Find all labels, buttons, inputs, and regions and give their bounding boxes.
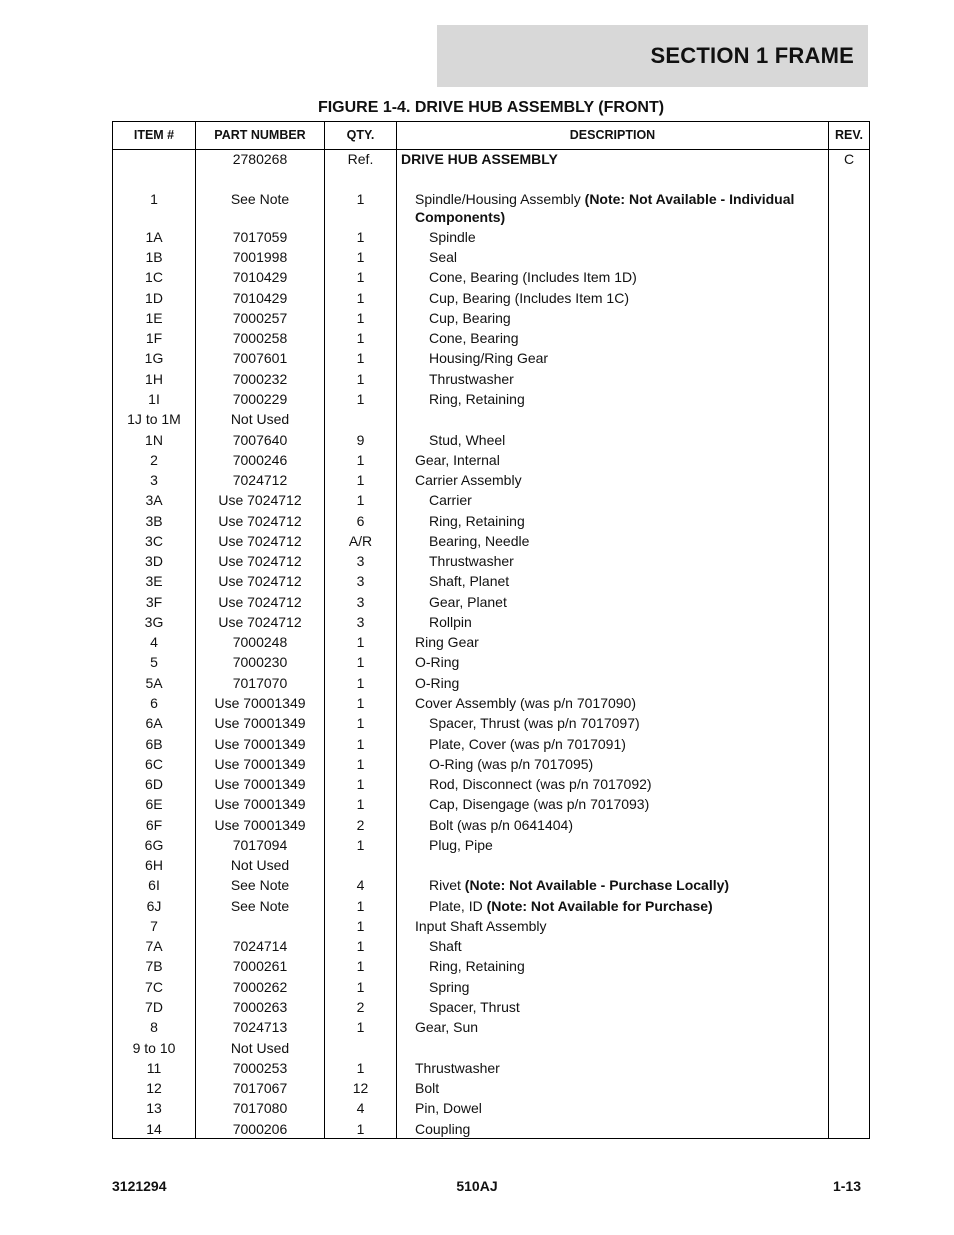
part-number: 7017070	[232, 675, 288, 691]
part-number: 7000246	[232, 452, 288, 468]
description-text: Cone, Bearing (Includes Item 1D)	[429, 269, 637, 285]
description-text: Input Shaft Assembly	[415, 918, 547, 934]
part-number: Not Used	[230, 411, 290, 427]
description	[401, 633, 835, 651]
item-number: 3	[150, 472, 158, 488]
description-text: Thrustwasher	[429, 371, 514, 387]
part-number: Use 7024712	[218, 553, 302, 569]
quantity: 1	[356, 715, 365, 731]
item-number: 1B	[145, 249, 163, 265]
quantity: 3	[356, 594, 365, 610]
quantity: 1	[356, 229, 365, 245]
quantity: 1	[356, 472, 365, 488]
section-banner	[437, 25, 868, 87]
description	[401, 190, 835, 226]
quantity: 4	[356, 1100, 365, 1116]
description	[401, 795, 849, 813]
item-number: 9 to 10	[132, 1040, 176, 1056]
item-number: 1I	[148, 391, 160, 407]
quantity: 1	[356, 1060, 365, 1076]
description-text: Thrustwasher	[429, 553, 514, 569]
part-number: Use 70001349	[214, 695, 306, 711]
section-title: SECTION 1 FRAME	[650, 43, 854, 68]
description-note: (Note: Not Available - Purchase Locally)	[464, 877, 730, 893]
description	[401, 150, 821, 168]
description	[401, 998, 849, 1016]
quantity: 1	[356, 695, 365, 711]
description-text: Bearing, Needle	[429, 533, 530, 549]
part-number: 7010429	[232, 269, 288, 285]
item-number: 1F	[145, 330, 163, 346]
description-text: O-Ring (was p/n 7017095)	[429, 756, 594, 772]
description	[401, 1120, 835, 1138]
item-number: 1A	[145, 229, 163, 245]
footer-page-number: 1-13	[832, 1178, 861, 1194]
quantity: 2	[356, 817, 365, 833]
description-note: (Note: Not Available - Individual Components)	[415, 191, 795, 225]
part-number: Use 7024712	[218, 594, 302, 610]
quantity: 1	[356, 756, 365, 772]
item-number: 6I	[148, 877, 160, 893]
part-number: 7000262	[232, 979, 288, 995]
quantity: 1	[356, 979, 365, 995]
description-text: Thrustwasher	[415, 1060, 500, 1076]
description	[401, 775, 849, 793]
quantity: 3	[356, 614, 365, 630]
description-text: Spindle/Housing Assembly	[415, 191, 585, 207]
part-number: Use 70001349	[214, 796, 306, 812]
quantity: 12	[352, 1080, 369, 1096]
description	[401, 876, 849, 894]
description	[401, 329, 849, 347]
part-number: 2780268	[232, 151, 288, 167]
item-number: 4	[150, 634, 158, 650]
description	[401, 532, 849, 550]
revision: C	[843, 151, 855, 167]
item-number: 3E	[145, 573, 163, 589]
description	[401, 593, 849, 611]
description	[401, 248, 849, 266]
description-text: Bolt (was p/n 0641404)	[429, 817, 573, 833]
part-number: Use 7024712	[218, 513, 302, 529]
item-number: 6D	[145, 776, 163, 792]
part-number: 7000253	[232, 1060, 288, 1076]
description-text: Rod, Disconnect (was p/n 7017092)	[429, 776, 652, 792]
description-text: Gear, Internal	[415, 452, 500, 468]
description-text: Stud, Wheel	[429, 432, 506, 448]
description	[401, 268, 849, 286]
quantity: 1	[356, 1121, 365, 1137]
description	[401, 957, 849, 975]
description-text: Cap, Disengage (was p/n 7017093)	[429, 796, 650, 812]
part-number: 7001998	[232, 249, 288, 265]
part-number: 7000229	[232, 391, 288, 407]
figure-title: FIGURE 1-4. DRIVE HUB ASSEMBLY (FRONT)	[317, 99, 665, 116]
quantity: 1	[356, 371, 365, 387]
item-number: 11	[146, 1060, 162, 1076]
quantity: 9	[356, 432, 365, 448]
quantity: 1	[356, 736, 365, 752]
footer-model: 510AJ	[456, 1178, 498, 1194]
item-number: 2	[150, 452, 158, 468]
part-number: Use 70001349	[214, 736, 306, 752]
description-text: Cup, Bearing (Includes Item 1C)	[429, 290, 629, 306]
table-header	[113, 122, 869, 150]
description	[401, 735, 849, 753]
quantity: 1	[356, 837, 365, 853]
description-text: Spindle	[429, 229, 476, 245]
description-text: Coupling	[415, 1121, 471, 1137]
part-number: Use 70001349	[214, 756, 306, 772]
item-number: 1G	[144, 350, 164, 366]
description-text: Pin, Dowel	[415, 1100, 482, 1116]
description-text: Plug, Pipe	[429, 837, 493, 853]
description-text: Carrier	[429, 492, 472, 508]
quantity: 1	[356, 675, 365, 691]
description-text: Spacer, Thrust (was p/n 7017097)	[429, 715, 640, 731]
item-number: 1N	[145, 432, 163, 448]
header-description: DESCRIPTION	[569, 128, 656, 142]
description-text: Shaft	[429, 938, 462, 954]
part-number: 7000232	[232, 371, 288, 387]
description-text: Gear, Sun	[415, 1019, 479, 1035]
description-text: Spacer, Thrust	[429, 999, 520, 1015]
quantity: 1	[356, 310, 365, 326]
part-number: 7017059	[232, 229, 288, 245]
item-number: 8	[150, 1019, 158, 1035]
description	[401, 917, 835, 935]
header-item: ITEM #	[133, 128, 175, 142]
quantity: 1	[356, 350, 365, 366]
quantity: 1	[356, 191, 365, 207]
header-qty: QTY.	[346, 128, 375, 142]
description	[401, 937, 849, 955]
quantity: 1	[356, 1019, 365, 1035]
quantity: 1	[356, 796, 365, 812]
description	[401, 572, 849, 590]
part-number: See Note	[230, 877, 290, 893]
parts-table	[112, 121, 870, 1139]
item-number: 1	[150, 191, 158, 207]
description	[401, 816, 849, 834]
description	[401, 674, 835, 692]
part-number: See Note	[230, 898, 290, 914]
quantity: 1	[356, 634, 365, 650]
item-number: 1D	[145, 290, 163, 306]
item-number: 7B	[145, 958, 163, 974]
item-number: 6F	[145, 817, 163, 833]
description	[401, 613, 849, 631]
description	[401, 370, 849, 388]
description-text: Shaft, Planet	[429, 573, 510, 589]
footer-doc-number: 3121294	[112, 1178, 167, 1194]
description	[401, 431, 849, 449]
item-number: 1C	[145, 269, 163, 285]
part-number: 7007601	[232, 350, 288, 366]
part-number: Use 70001349	[214, 715, 306, 731]
description	[401, 755, 849, 773]
item-number: 1H	[145, 371, 163, 387]
part-number: Not Used	[230, 1040, 290, 1056]
description-text: Rollpin	[429, 614, 472, 630]
quantity: Ref.	[347, 151, 374, 167]
description-text: Ring, Retaining	[429, 958, 525, 974]
description	[401, 491, 849, 509]
description	[401, 897, 849, 915]
description	[401, 552, 849, 570]
header-part-number: PART NUMBER	[214, 128, 306, 142]
item-number: 6G	[144, 837, 164, 853]
description-text: Plate, ID	[429, 898, 487, 914]
description	[401, 1079, 835, 1097]
description-text: O-Ring	[415, 675, 460, 691]
part-number: 7000261	[232, 958, 288, 974]
item-number: 1E	[145, 310, 163, 326]
description-text: Plate, Cover (was p/n 7017091)	[429, 736, 626, 752]
part-number: 7000206	[232, 1121, 288, 1137]
part-number: Use 7024712	[218, 492, 302, 508]
part-number: 7010429	[232, 290, 288, 306]
part-number: Use 70001349	[214, 817, 306, 833]
description	[401, 653, 835, 671]
item-number: 6H	[145, 857, 163, 873]
description	[401, 451, 835, 469]
part-number: Not Used	[230, 857, 290, 873]
quantity: 1	[356, 654, 365, 670]
part-number: 7000230	[232, 654, 288, 670]
description-text: Ring, Retaining	[429, 391, 525, 407]
description-text: Spring	[429, 979, 470, 995]
description-text: Seal	[429, 249, 458, 265]
part-number: Use 7024712	[218, 533, 302, 549]
part-number: 7007640	[232, 432, 288, 448]
part-number: Use 7024712	[218, 614, 302, 630]
description-text: Rivet	[429, 877, 465, 893]
description	[401, 228, 849, 246]
description	[401, 1018, 835, 1036]
column-divider	[396, 122, 397, 1138]
quantity: 3	[356, 573, 365, 589]
part-number: 7000248	[232, 634, 288, 650]
item-number: 7A	[145, 938, 163, 954]
part-number: 7024713	[232, 1019, 288, 1035]
description	[401, 978, 849, 996]
quantity: 1	[356, 898, 365, 914]
item-number: 7	[150, 918, 158, 934]
description	[401, 289, 849, 307]
description-text: Cup, Bearing	[429, 310, 511, 326]
description	[401, 390, 849, 408]
quantity: 1	[356, 492, 365, 508]
quantity: 6	[356, 513, 365, 529]
item-number: 6	[150, 695, 158, 711]
description	[401, 1099, 835, 1117]
item-number: 6J	[146, 898, 162, 914]
description-text: Carrier Assembly	[415, 472, 522, 488]
description-text: Bolt	[415, 1080, 440, 1096]
item-number: 6E	[145, 796, 163, 812]
part-number: See Note	[230, 191, 290, 207]
quantity: 2	[356, 999, 365, 1015]
quantity: 1	[356, 391, 365, 407]
item-number: 3B	[145, 513, 163, 529]
quantity: 4	[356, 877, 365, 893]
description-text: Ring, Retaining	[429, 513, 525, 529]
item-number: 3C	[145, 533, 163, 549]
part-number: Use 7024712	[218, 573, 302, 589]
item-number: 5	[150, 654, 158, 670]
item-number: 1J to 1M	[127, 411, 181, 427]
description-note: (Note: Not Available for Purchase)	[486, 898, 713, 914]
description	[401, 309, 849, 327]
quantity: A/R	[348, 533, 373, 549]
description	[401, 471, 835, 489]
quantity: 1	[356, 958, 365, 974]
part-number: Use 70001349	[214, 776, 306, 792]
item-number: 3F	[145, 594, 163, 610]
description-text: DRIVE HUB ASSEMBLY	[401, 151, 558, 167]
item-number: 6C	[145, 756, 163, 772]
quantity: 1	[356, 918, 365, 934]
quantity: 1	[356, 249, 365, 265]
item-number: 7C	[145, 979, 163, 995]
item-number: 6A	[145, 715, 163, 731]
part-number: 7024712	[232, 472, 288, 488]
part-number: 7017094	[232, 837, 288, 853]
header-rev: REV.	[834, 128, 864, 142]
description	[401, 512, 849, 530]
description	[401, 1059, 835, 1077]
item-number: 3D	[145, 553, 163, 569]
description-text: Housing/Ring Gear	[429, 350, 549, 366]
quantity: 3	[356, 553, 365, 569]
quantity: 1	[356, 452, 365, 468]
item-number: 12	[146, 1080, 162, 1096]
item-number: 13	[146, 1100, 162, 1116]
description	[401, 349, 849, 367]
quantity: 1	[356, 330, 365, 346]
description-text: O-Ring	[415, 654, 460, 670]
description	[401, 714, 849, 732]
quantity: 1	[356, 269, 365, 285]
part-number: 7000257	[232, 310, 288, 326]
description-text: Cover Assembly (was p/n 7017090)	[415, 695, 636, 711]
description	[401, 694, 835, 712]
item-number: 6B	[145, 736, 163, 752]
part-number: 7000258	[232, 330, 288, 346]
description-text: Cone, Bearing	[429, 330, 519, 346]
part-number: 7017067	[232, 1080, 288, 1096]
item-number: 3G	[144, 614, 164, 630]
description	[401, 836, 849, 854]
item-number: 5A	[145, 675, 163, 691]
description-text: Ring Gear	[415, 634, 479, 650]
part-number: 7017080	[232, 1100, 288, 1116]
quantity: 1	[356, 776, 365, 792]
description-text: Gear, Planet	[429, 594, 507, 610]
part-number: 7000263	[232, 999, 288, 1015]
item-number: 14	[146, 1121, 162, 1137]
part-number: 7024714	[232, 938, 288, 954]
item-number: 3A	[145, 492, 163, 508]
quantity: 1	[356, 290, 365, 306]
quantity: 1	[356, 938, 365, 954]
item-number: 7D	[145, 999, 163, 1015]
